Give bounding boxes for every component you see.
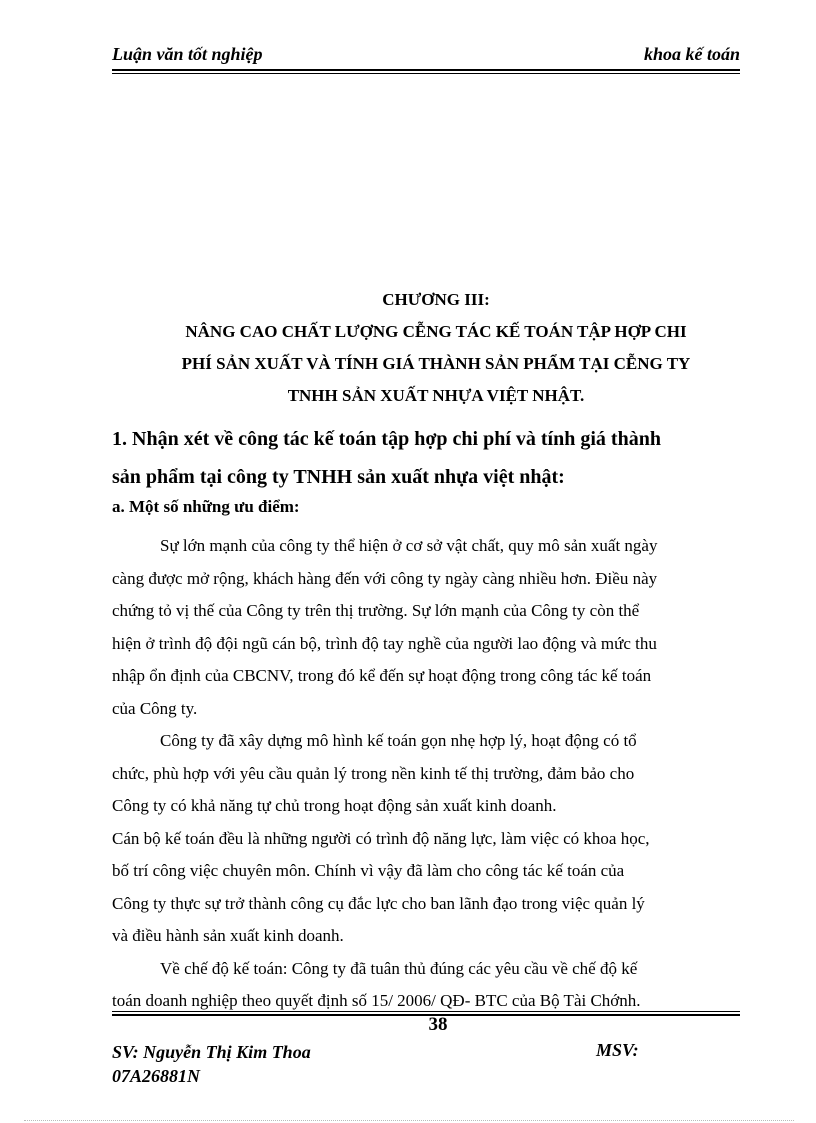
header-rule bbox=[112, 69, 740, 71]
body-line: của Công ty. bbox=[112, 698, 198, 718]
body-line: Về chế độ kế toán: Công ty đã tuân thủ đúng các yêu cầu về chế độ kế bbox=[160, 958, 638, 978]
page-header bbox=[112, 44, 740, 65]
body-line: toán doanh nghiệp theo quyết định số 15/ 2006/ QĐ- BTC của Bộ Tài Chớnh. bbox=[112, 991, 641, 1010]
body-line: Công ty đã xây dựng mô hình kế toán gọn nhẹ hợp lý, hoạt động có tổ bbox=[160, 731, 637, 750]
chapter-title-line: TNHH SẢN XUẤT NHỰA VIỆT NHẬT. bbox=[287, 386, 585, 405]
footer-msv-label: MSV: bbox=[596, 1040, 639, 1060]
section-heading bbox=[112, 420, 752, 496]
body-line: chức, phù hợp với yêu cầu quản lý trong nền kinh tế thị trường, đảm bảo cho bbox=[112, 763, 635, 783]
footer-rule-thin bbox=[112, 1011, 740, 1012]
footer-student-name: SV: Nguyễn Thị Kim Thoa bbox=[112, 1042, 311, 1062]
footer-student bbox=[112, 1040, 311, 1088]
header-thesis-label: Luận văn tốt nghiệp bbox=[112, 44, 263, 64]
body-line: bố trí công việc chuyên môn. Chính vì vậy đã làm cho công tác kế toán của bbox=[112, 861, 625, 880]
header-rule-thin bbox=[112, 73, 740, 74]
body-paragraphs bbox=[112, 530, 752, 1018]
chapter-heading bbox=[112, 284, 760, 412]
page-number: 38 bbox=[428, 1014, 448, 1035]
section-heading-line: sản phẩm tại công ty TNHH sản xuất nhựa việt nhật: bbox=[112, 466, 565, 488]
chapter-title-line: NÂNG CAO CHẤT LƯỢNG CỄNG TÁC KẾ TOÁN TẬP HỢP CHI bbox=[185, 322, 687, 341]
subsection-heading: a. Một số những ưu điểm: bbox=[112, 497, 300, 516]
body-line: và điều hành sản xuất kinh doanh. bbox=[112, 926, 344, 945]
page-bottom-divider bbox=[24, 1120, 794, 1121]
body-line: chứng tỏ vị thế của Công ty trên thị trường. Sự lớn mạnh của Công ty còn thể bbox=[112, 601, 640, 620]
body-line: Sự lớn mạnh của công ty thể hiện ở cơ sở vật chất, quy mô sản xuất ngày bbox=[160, 536, 658, 555]
body-line: nhập ổn định của CBCNV, trong đó kể đến sự hoạt động trong công tác kế toán bbox=[112, 666, 652, 685]
body-line: hiện ở trình độ đội ngũ cán bộ, trình độ tay nghề của người lao động và mức thu bbox=[112, 633, 657, 653]
chapter-label: CHƯƠNG III: bbox=[382, 290, 490, 309]
footer-student-id: 07A26881N bbox=[112, 1066, 201, 1086]
chapter-title-line: PHÍ SẢN XUẤT VÀ TÍNH GIÁ THÀNH SẢN PHẨM TẠI CỄNG TY bbox=[181, 354, 691, 373]
body-line: Công ty có khả năng tự chủ trong hoạt động sản xuất kinh doanh. bbox=[112, 796, 557, 815]
body-line: Cán bộ kế toán đều là những người có trình độ năng lực, làm việc có khoa học, bbox=[112, 828, 650, 848]
section-heading-line: 1. Nhận xét về công tác kế toán tập hợp chi phí và tính giá thành bbox=[112, 428, 661, 450]
body-line: Công ty thực sự trở thành công cụ đắc lực cho ban lãnh đạo trong việc quản lý bbox=[112, 893, 645, 913]
body-line: càng được mở rộng, khách hàng đến với công ty ngày càng nhiều hơn. Điều này bbox=[112, 568, 658, 588]
header-faculty-label: khoa kế toán bbox=[643, 44, 740, 64]
